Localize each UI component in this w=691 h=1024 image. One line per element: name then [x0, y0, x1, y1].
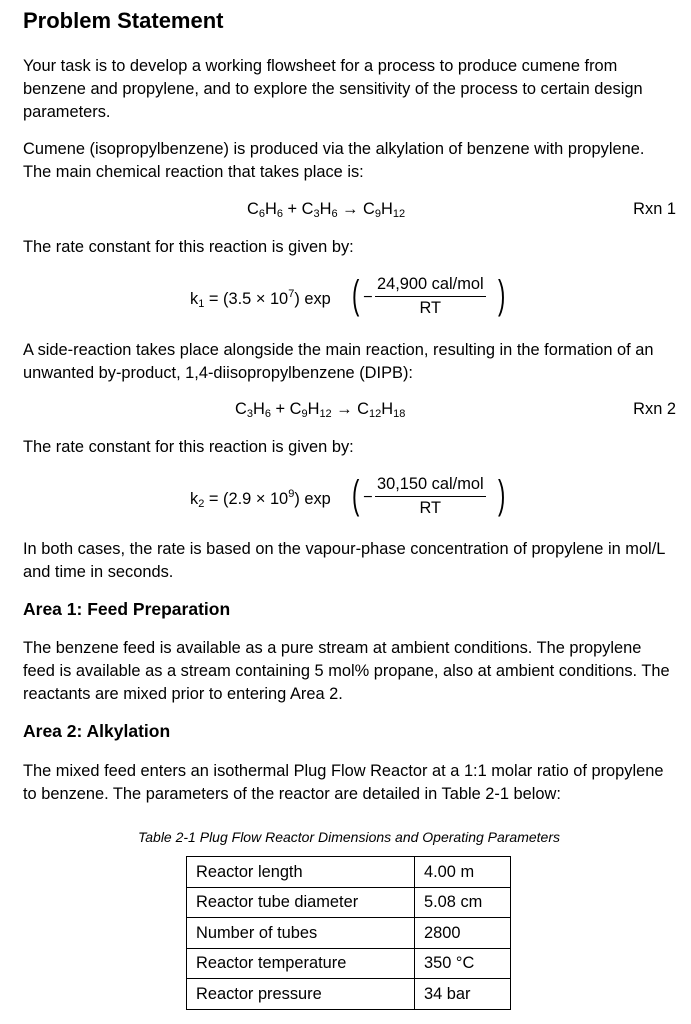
k1-equation: $k_1 = (3.5 \times 10^7)$ exp: [190, 288, 331, 310]
reaction-intro-paragraph: Cumene (isopropylbenzene) is produced via the alkylation of benzene with propylene. The main chemical reaction that takes place is:: [23, 140, 645, 181]
k1-subscript: 1: [198, 298, 205, 310]
value-cell: 2800: [415, 918, 511, 949]
table-row: [187, 887, 511, 918]
table-caption: Table 2-1 Plug Flow Reactor Dimensions and Operating Parameters: [137, 829, 561, 845]
side-reaction-paragraph: A side-reaction takes place alongside the main reaction, resulting in the formation of an unwanted by-product, 1,4-diisopropylbenzene (DIPB):: [23, 341, 654, 382]
reactor-parameters-table: [186, 856, 511, 1010]
k2-denominator: RT: [419, 499, 442, 517]
value-cell: 350 °C: [415, 948, 511, 979]
k2-coefficient: 2.9: [228, 490, 252, 508]
intro-paragraph: Your task is to develop a working flowsheet for a process to produce cumene from benzene and propylene, and to explore the sensitivity of the process to certain design parameters.: [23, 57, 643, 121]
table-row: [187, 979, 511, 1010]
param-cell: Reactor length: [187, 857, 415, 888]
k2-minus: −: [363, 488, 373, 506]
k2-exponent: 9: [288, 488, 295, 500]
k2-right-paren: ): [498, 473, 506, 517]
param-cell: Reactor tube diameter: [187, 887, 415, 918]
k2-left-paren: (: [352, 473, 360, 517]
area-1-heading: Area 1: Feed Preparation: [23, 599, 231, 619]
table-row: [187, 948, 511, 979]
reaction-2-equation: $C_3H_6 + C_9H_{12} \to C_{12}H_{18}$: [235, 400, 406, 420]
k1-fraction: [375, 275, 486, 318]
k1-right-paren: ): [498, 273, 506, 317]
page-title: Problem Statement: [23, 8, 224, 33]
rate-constant-intro-1: The rate constant for this reaction is given by:: [23, 238, 354, 256]
k1-coefficient: 3.5: [228, 290, 252, 308]
k1-left-paren: (: [352, 273, 360, 317]
k1-numerator: 24,900 cal/mol: [375, 275, 486, 297]
k1-denominator: RT: [419, 299, 442, 317]
k2-fraction: [375, 475, 486, 518]
param-cell: Reactor temperature: [187, 948, 415, 979]
table-row: [187, 857, 511, 888]
reaction-2-label: Rxn 2: [633, 400, 676, 418]
value-cell: 34 bar: [415, 979, 511, 1010]
reaction-1-label: Rxn 1: [633, 200, 676, 218]
rate-basis-paragraph: In both cases, the rate is based on the vapour-phase concentration of propylene in mol/L and time in seconds.: [23, 540, 665, 581]
value-cell: 5.08 cm: [415, 887, 511, 918]
area-2-heading: Area 2: Alkylation: [23, 721, 171, 741]
param-cell: Number of tubes: [187, 918, 415, 949]
rate-constant-intro-2: The rate constant for this reaction is given by:: [23, 438, 354, 456]
k1-symbol: k: [190, 290, 199, 308]
param-cell: Reactor pressure: [187, 979, 415, 1010]
k1-minus: −: [363, 288, 373, 306]
k2-equation: $k_2 = (2.9 \times 10^9)$ exp: [190, 488, 331, 510]
area-2-paragraph: The mixed feed enters an isothermal Plug Flow Reactor at a 1:1 molar ratio of propylene to benzene. The parameters of the reactor are detailed in Table 2-1 below:: [23, 762, 664, 803]
reaction-1-equation: $C_6H_6 + C_3H_6 \to C_9H_{12}$: [247, 200, 406, 220]
area-1-paragraph: The benzene feed is available as a pure stream at ambient conditions. The propylene feed is available as a stream containing 5 mol% propane, also at ambient conditions. The reactants are mixed prior to entering Area 2.: [23, 639, 670, 703]
k1-exponent: 7: [288, 288, 295, 300]
value-cell: 4.00 m: [415, 857, 511, 888]
table-row: [187, 918, 511, 949]
k2-subscript: 2: [198, 498, 205, 510]
k2-symbol: k: [190, 490, 199, 508]
k2-numerator: 30,150 cal/mol: [375, 475, 486, 497]
